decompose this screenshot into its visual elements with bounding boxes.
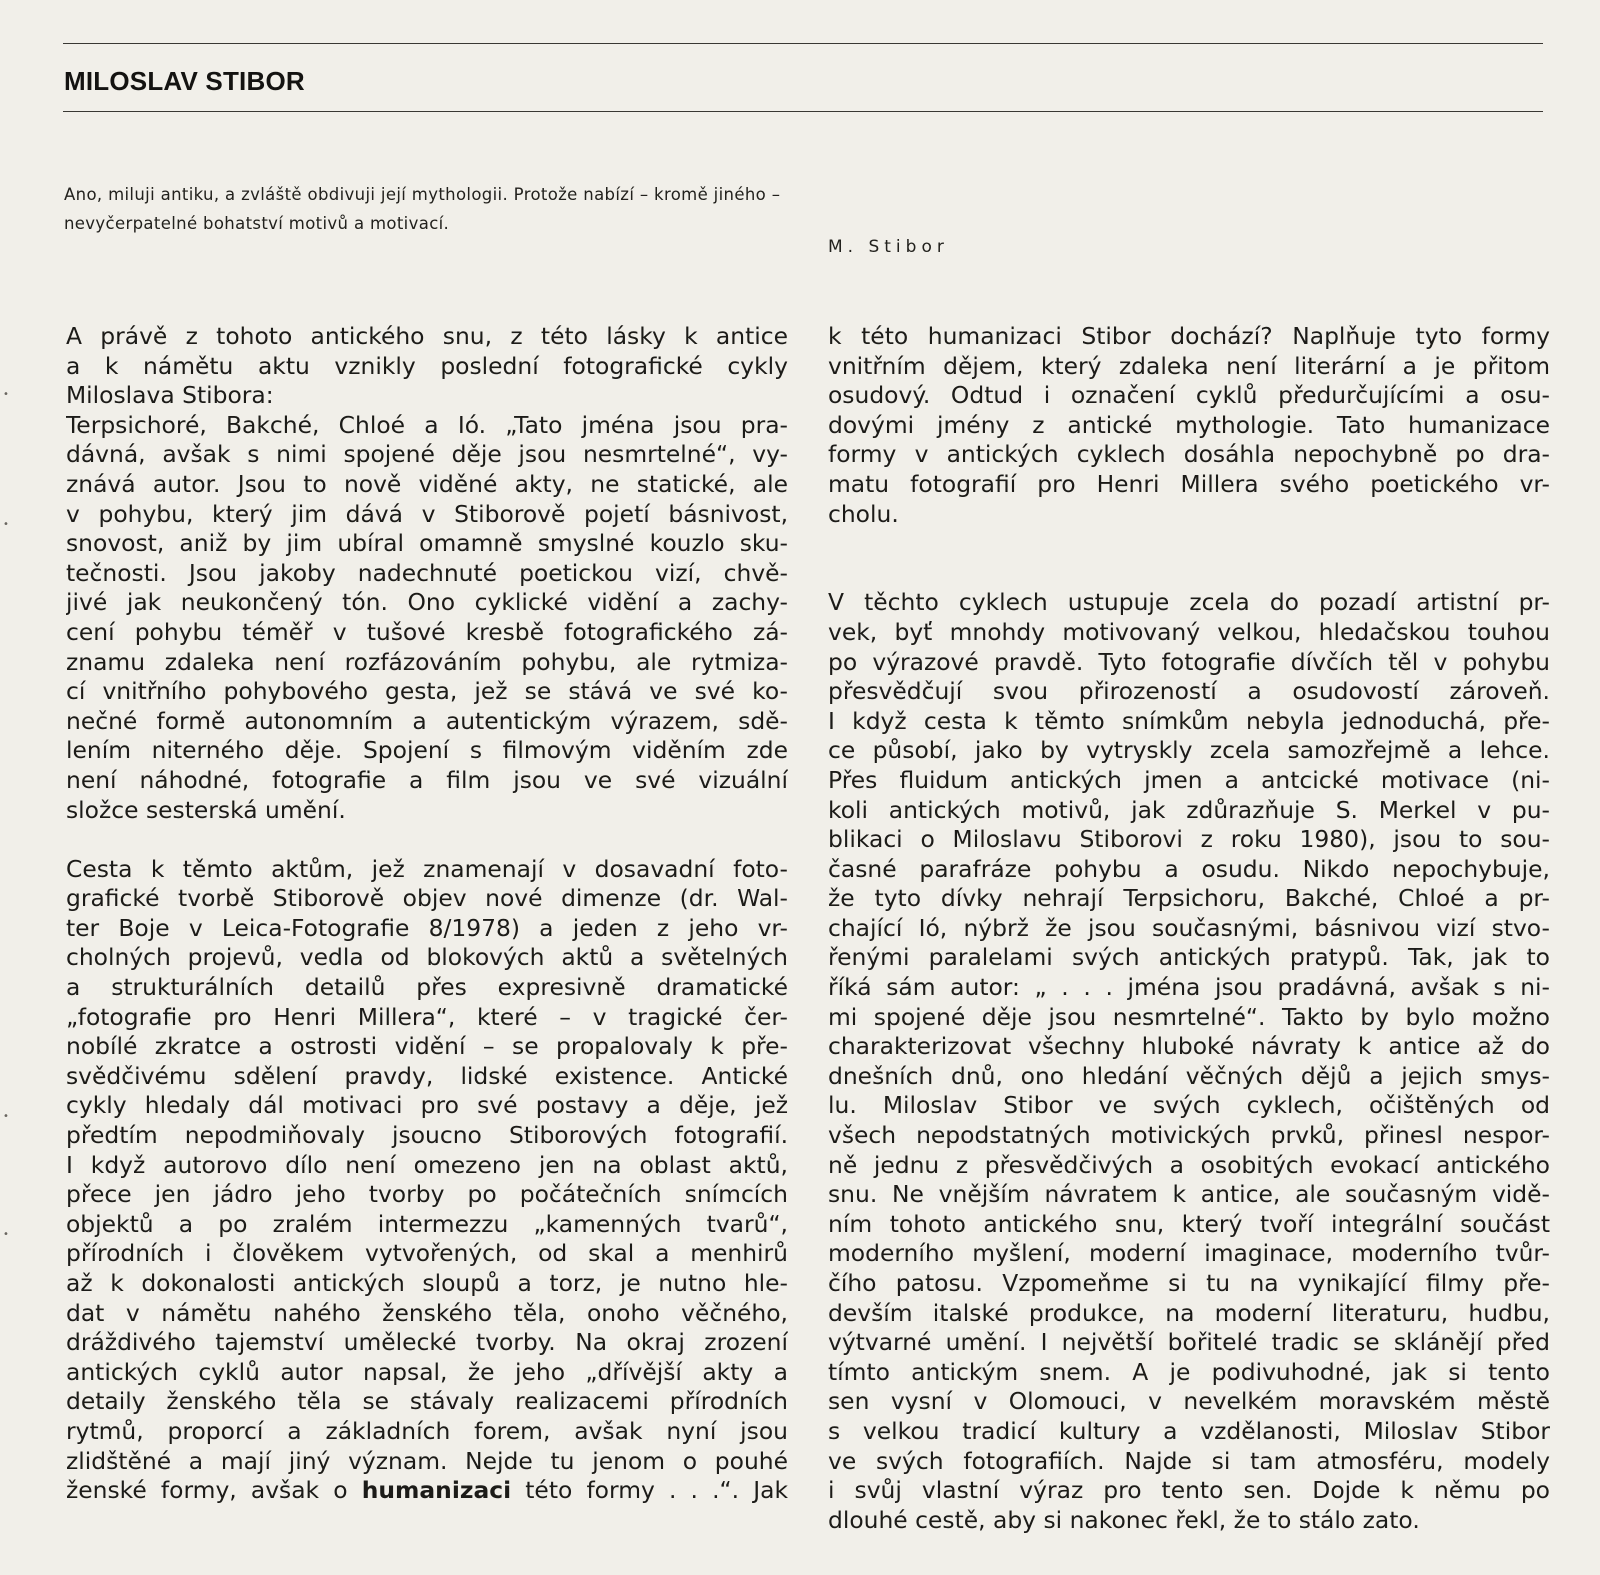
text-line: Miloslava Stibora: — [66, 381, 274, 410]
emphasis-word: humanizaci — [361, 1476, 512, 1505]
text-line: dráždivého tajemství umělecké tvorby. Na okraj zrození — [66, 1328, 788, 1357]
text-line: cholu. — [828, 499, 899, 528]
text-line: tečnosti. Jsou jakoby nadechnuté poetickou vizí, chvě- — [66, 558, 788, 587]
text-line: svědčivému sdělení pravdy, lidské existence. Antické — [66, 1061, 788, 1090]
paragraph — [66, 855, 788, 1506]
text-line: blikaci o Miloslavu Stiborovi z roku 1980), jsou to sou- — [828, 825, 1550, 854]
text-line: cení pohybu téměř v tušové kresbě fotografického zá- — [66, 617, 788, 646]
text-line — [66, 1476, 788, 1506]
text-line: formy v antických cyklech dosáhla nepochybně po dra- — [828, 440, 1550, 469]
top-rule — [63, 43, 1543, 44]
text-line: s velkou tradicí kultury a vzdělanosti, Miloslav Stibor — [828, 1416, 1550, 1445]
text-line: že tyto dívky nehrají Terpsichoru, Bakché, Chloé a pr- — [828, 884, 1550, 913]
margin-mark: • — [3, 389, 9, 400]
text-line: lu. Miloslav Stibor ve svých cyklech, očištěných od — [828, 1091, 1550, 1120]
text-line: dovými jmény z antické mythologie. Tato humanizace — [828, 410, 1550, 439]
text-line: osudový. Odtud i označení cyklů předurčujícími a osu- — [828, 381, 1550, 410]
text-line: Přes fluidum antických jmen a antcické motivace (ni- — [828, 765, 1550, 794]
paragraph — [828, 322, 1550, 529]
text-line: „fotografie pro Henri Millera“, které – v tragické čer- — [66, 1002, 788, 1031]
text-line: cykly hledaly dál motivaci pro své postavy a děje, jež — [66, 1091, 788, 1120]
text-fragment: této formy . . .“. Jak — [525, 1476, 788, 1505]
text-line: antických cyklů autor napsal, že jeho „dřívější akty a — [66, 1357, 788, 1386]
paragraph-gap — [828, 529, 1550, 559]
paragraph — [828, 588, 1550, 1535]
text-line: snu. Ne vnějším návratem k antice, ale současným vidě- — [828, 1180, 1550, 1209]
epigraph — [64, 180, 964, 238]
margin-mark: • — [3, 1229, 9, 1240]
text-line: ve svých fotografiích. Najde si tam atmosféru, modely — [828, 1446, 1550, 1475]
paragraph-gap — [828, 559, 1550, 589]
text-line: v pohybu, který jim dává v Stiborově pojetí básnivost, — [66, 499, 788, 528]
text-line: matu fotografií pro Henri Millera svého poetického vr- — [828, 469, 1550, 498]
text-line: Cesta k těmto aktům, jež znamenají v dosavadní foto- — [66, 854, 788, 883]
text-line: k této humanizaci Stibor dochází? Naplňuje tyto formy — [828, 322, 1550, 350]
text-line: až k dokonalosti antických sloupů a torz, je nutno hle- — [66, 1269, 788, 1297]
text-line: znává autor. Jsou to nově viděné akty, ne statické, ale — [66, 469, 788, 498]
text-line: chající Ió, nýbrž že jsou současnými, básnivou vizí stvo- — [828, 913, 1550, 942]
text-line: řenými paralelami svých antických pratypů. Tak, jak to — [828, 943, 1550, 972]
text-line: lením niterného děje. Spojení s filmovým viděním zde — [66, 736, 788, 765]
text-line: jivé jak neukončený tón. Ono cyklické vidění a zachy- — [66, 588, 788, 617]
text-line: ně jednu z přesvědčivých a osobitých evokací antického — [828, 1150, 1550, 1179]
text-line: cholných projevů, vedla od blokových aktů a světelných — [66, 943, 788, 972]
text-line: cí vnitřního pohybového gesta, jež se stává ve své ko- — [66, 677, 788, 706]
text-line: dnešních dnů, ono hledání věčných dějů a jejich smys- — [828, 1061, 1550, 1090]
text-line: přírodních i člověkem vytvořených, od skal a menhirů — [66, 1239, 788, 1268]
text-line: objektů a po zralém intermezzu „kamenných tvarů“, — [66, 1209, 788, 1238]
text-line: rytmů, proporcí a základních forem, avšak nyní jsou — [66, 1416, 788, 1445]
text-line: nečné formě autonomním a autentickým výrazem, sdě- — [66, 706, 788, 735]
text-line: I když cesta k těmto snímkům nebyla jednoduchá, pře- — [828, 706, 1550, 735]
text-line: I když autorovo dílo není omezeno jen na oblast aktů, — [66, 1150, 788, 1179]
text-line: přece jen jádro jeho tvorby po počátečních snímcích — [66, 1180, 788, 1209]
text-line: V těchto cyklech ustupuje zcela do pozadí artistní pr- — [828, 588, 1550, 617]
text-line: dat v námětu nahého ženského těla, onoho věčného, — [66, 1298, 788, 1327]
title-rule — [63, 111, 1543, 112]
text-line: vnitřním dějem, který zdaleka není literární a je přitom — [828, 351, 1550, 380]
text-line: přesvědčují svou přirozeností a osudovostí zároveň. — [828, 677, 1550, 706]
epigraph-line: Ano, miluji antiku, a zvláště obdivuji její mythologii. Protože nabízí – kromě jiného – — [64, 185, 781, 204]
right-column — [828, 322, 1550, 1535]
text-line: A právě z tohoto antického snu, z této lásky k antice — [66, 322, 788, 350]
text-line: po výrazové pravdě. Tyto fotografie dívčích těl v pohybu — [828, 647, 1550, 676]
epigraph-line: nevyčerpatelné bohatství motivů a motivací. — [64, 214, 450, 233]
text-line: moderního myšlení, moderní imaginace, moderního tvůr- — [828, 1239, 1550, 1268]
text-line: tímto antickým snem. A je podivuhodné, jak si tento — [828, 1357, 1550, 1386]
text-line: ním tohoto antického snu, který tvoří integrální součást — [828, 1209, 1550, 1238]
paragraph — [66, 322, 788, 825]
text-line: předtím nepodmiňovaly jsoucno Stiborových fotografií. — [66, 1121, 788, 1150]
text-line: říká sám autor: „ . . . jména jsou pradávná, avšak s ni- — [828, 973, 1550, 1002]
text-line: všech nepodstatných motivických prvků, přinesl nespor- — [828, 1121, 1550, 1150]
margin-mark: • — [3, 519, 9, 530]
text-line: ce působí, jako by vytryskly zcela samozřejmě a lehce. — [828, 736, 1550, 765]
text-line: nobílé zkratce a ostrosti vidění – se propalovaly k pře- — [66, 1032, 788, 1061]
text-line: devším italské produkce, na moderní literaturu, hudbu, — [828, 1298, 1550, 1327]
text-line: a k námětu aktu vznikly poslední fotografické cykly — [66, 351, 788, 380]
text-line: a strukturálních detailů přes expresivně dramatické — [66, 973, 788, 1002]
margin-mark: • — [3, 1111, 9, 1122]
text-line: Terpsichoré, Bakché, Chloé a Ió. „Tato jména jsou pra- — [66, 410, 788, 439]
text-line: dlouhé cestě, aby si nakonec řekl, že to stálo zato. — [828, 1505, 1420, 1534]
text-line: charakterizovat všechny hluboké návraty k antice až do — [828, 1032, 1550, 1061]
left-column — [66, 322, 788, 1506]
text-line: vek, byť mnohdy motivovaný velkou, hledačskou touhou — [828, 617, 1550, 646]
epigraph-signature: M. Stibor — [828, 237, 949, 257]
text-line: zlidštěné a mají jiný význam. Nejde tu jenom o pouhé — [66, 1446, 788, 1475]
text-line: grafické tvorbě Stiborově objev nové dimenze (dr. Wal- — [66, 884, 788, 913]
text-line: dávná, avšak s nimi spojené děje jsou nesmrtelné“, vy- — [66, 440, 788, 469]
text-line: ter Boje v Leica-Fotografie 8/1978) a jeden z jeho vr- — [66, 913, 788, 942]
text-line: složce sesterská umění. — [66, 795, 346, 824]
text-line: výtvarné umění. I největší bořitelé tradic se sklánějí před — [828, 1328, 1550, 1357]
page-title: MILOSLAV STIBOR — [64, 66, 305, 96]
text-line: koli antických motivů, jak zdůrazňuje S. Merkel v pu- — [828, 795, 1550, 824]
text-line: znamu zdaleka není rozfázováním pohybu, ale rytmiza- — [66, 647, 788, 676]
text-line: čího patosu. Vzpomeňme si tu na vynikající filmy pře- — [828, 1269, 1550, 1297]
paragraph-gap — [66, 825, 788, 855]
text-line: mi spojené děje jsou nesmrtelné“. Takto by bylo možno — [828, 1002, 1550, 1031]
text-line: časné parafráze pohybu a osudu. Nikdo nepochybuje, — [828, 854, 1550, 883]
text-line: i svůj vlastní výraz pro tento sen. Dojde k němu po — [828, 1476, 1550, 1505]
text-line: detaily ženského těla se stávaly realizacemi přírodních — [66, 1387, 788, 1416]
text-fragment: ženské formy, avšak o — [66, 1476, 348, 1505]
text-line: není náhodné, fotografie a film jsou ve své vizuální — [66, 765, 788, 794]
text-line: sen vysní v Olomouci, v nevelkém moravském městě — [828, 1387, 1550, 1416]
text-line: snovost, aniž by jim ubíral omamně smyslné kouzlo sku- — [66, 529, 788, 558]
